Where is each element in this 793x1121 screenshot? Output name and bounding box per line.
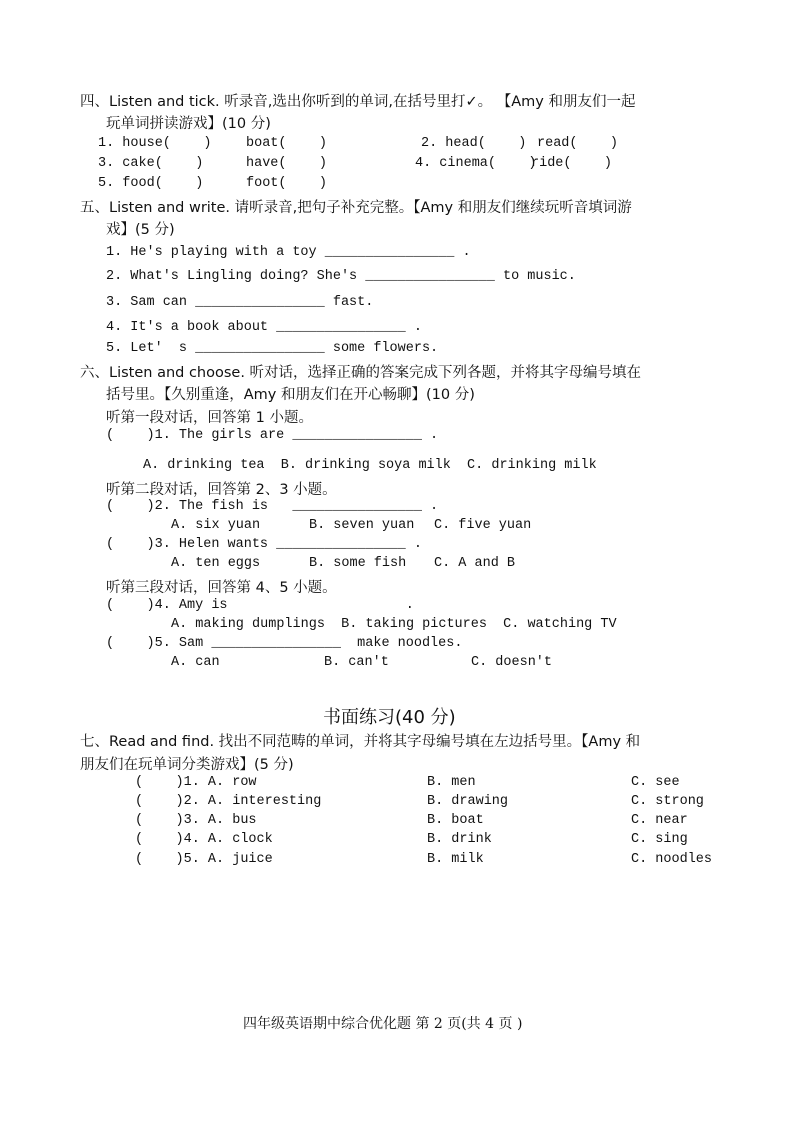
sec7-row-4-a: ( )4. A. clock (135, 832, 273, 847)
sec5-item-4: 4. It's a book about ________________ . (106, 320, 422, 335)
sec7-row-5-b: B. milk (427, 852, 484, 867)
sec6-q5-option-c: C. doesn't (471, 655, 553, 670)
sec7-row-5-c: C. noodles (631, 852, 713, 867)
sec6-q3-option-a: A. ten eggs (171, 556, 261, 571)
sec6-q2-option-a: A. six yuan (171, 518, 261, 533)
section-6-heading: 六、Listen and choose. 听对话，选择正确的答案完成下列各题，并将其字母编号填在 (80, 365, 642, 381)
sec7-row-1-b: B. men (427, 775, 476, 790)
section-4-heading: 四、Listen and tick. 听录音,选出你听到的单词,在括号里打✓。 【Amy 和朋友们一起 (80, 94, 636, 110)
section-6-heading-cont: 括号里。【久别重逢，Amy 和朋友们在开心畅聊】(10 分) (106, 387, 475, 403)
sec5-item-1: 1. He's playing with a toy ________________ . (106, 245, 471, 260)
sec6-question-2: ( )2. The fish is ________________ . (106, 499, 439, 514)
sec5-item-5: 5. Let' s ________________ some flowers. (106, 341, 439, 356)
sec7-row-2-c: C. strong (631, 794, 704, 809)
sec4-item-boat: boat( ) (246, 136, 328, 151)
sec6-question-5: ( )5. Sam ________________ make noodles. (106, 636, 463, 651)
sec7-row-4-c: C. sing (631, 832, 688, 847)
sec4-item-head: 2. head( ) (421, 136, 527, 151)
section-4-heading-cont: 玩单词拼读游戏】(10 分) (106, 116, 271, 132)
page-footer: 四年级英语期中综合优化题 第 2 页(共 4 页 ) (243, 1016, 523, 1032)
sec6-q2-option-b: B. seven yuan (309, 518, 415, 533)
sec6-q2-option-c: C. five yuan (434, 518, 532, 533)
dialogue-2-instruction: 听第二段对话，回答第 2、3 小题。 (106, 482, 337, 498)
sec4-item-cinema: 4. cinema( ) (415, 156, 537, 171)
sec6-q3-option-c: C. A and B (434, 556, 516, 571)
section-7-heading: 七、Read and find. 找出不同范畴的单词，并将其字母编号填在左边括号里。【Amy 和 (80, 734, 641, 750)
sec4-item-have: have( ) (246, 156, 328, 171)
section-5-heading-cont: 戏】(5 分) (106, 222, 175, 238)
sec7-row-3-b: B. boat (427, 813, 484, 828)
sec6-q3-option-b: B. some fish (309, 556, 407, 571)
sec7-row-4-b: B. drink (427, 832, 492, 847)
sec7-row-2-b: B. drawing (427, 794, 509, 809)
sec4-item-house: 1. house( ) (98, 136, 212, 151)
sec4-item-read: read( ) (537, 136, 619, 151)
sec4-item-cake: 3. cake( ) (98, 156, 204, 171)
section-5-heading: 五、Listen and write. 请听录音,把句子补充完整。【Amy 和朋友们继续玩听音填词游 (80, 200, 632, 216)
section-7-heading-cont: 朋友们在玩单词分类游戏】(5 分) (80, 757, 294, 773)
sec4-item-food: 5. food( ) (98, 176, 204, 191)
sec7-row-1-c: C. see (631, 775, 680, 790)
written-practice-title: 书面练习(40 分) (323, 707, 456, 728)
sec5-item-2: 2. What's Lingling doing? She's ________________ to music. (106, 269, 576, 284)
sec7-row-3-a: ( )3. A. bus (135, 813, 257, 828)
sec4-item-foot: foot( ) (246, 176, 328, 191)
sec6-q5-option-a: A. can (171, 655, 220, 670)
dialogue-3-instruction: 听第三段对话，回答第 4、5 小题。 (106, 580, 337, 596)
sec7-row-1-a: ( )1. A. row (135, 775, 257, 790)
sec6-question-4-options: A. making dumplings B. taking pictures C. watching TV (171, 617, 617, 632)
sec7-row-2-a: ( )2. A. interesting (135, 794, 322, 809)
sec4-item-ride: ride( ) (531, 156, 613, 171)
sec6-q5-option-b: B. can't (324, 655, 389, 670)
sec6-question-1-options: A. drinking tea B. drinking soya milk C. drinking milk (143, 458, 597, 473)
sec7-row-5-a: ( )5. A. juice (135, 852, 273, 867)
sec7-row-3-c: C. near (631, 813, 688, 828)
sec6-question-3: ( )3. Helen wants ________________ . (106, 537, 422, 552)
sec6-question-4: ( )4. Amy is . (106, 598, 414, 613)
sec6-question-1: ( )1. The girls are ________________ . (106, 428, 439, 443)
sec5-item-3: 3. Sam can ________________ fast. (106, 295, 374, 310)
dialogue-1-instruction: 听第一段对话，回答第 1 小题。 (106, 410, 313, 426)
